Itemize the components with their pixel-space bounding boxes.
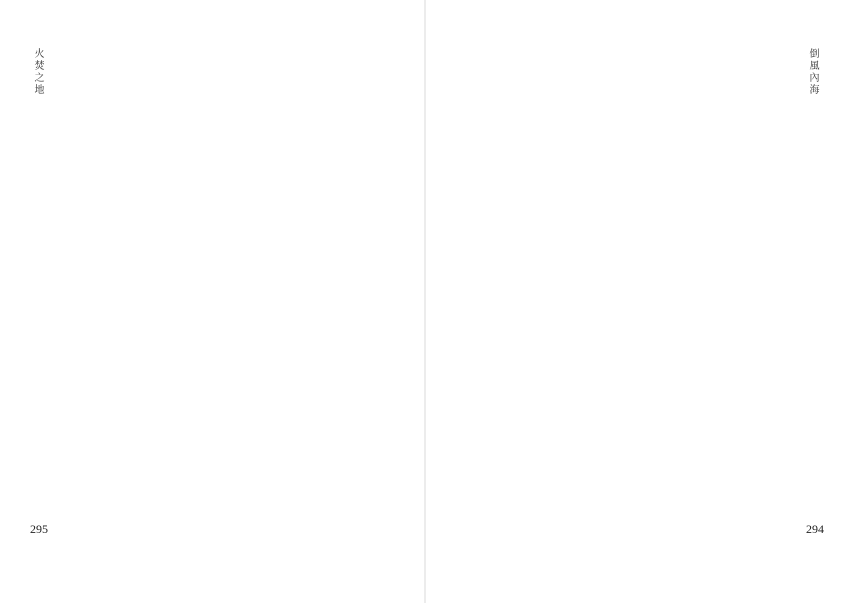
right-text-block xyxy=(473,118,773,498)
left-page-number: 295 xyxy=(30,522,48,536)
left-text-block xyxy=(110,118,380,498)
right-running-head: 倒風內海 xyxy=(807,48,818,96)
right-page xyxy=(425,0,850,603)
left-running-head: 火焚之地 xyxy=(32,48,43,96)
right-page-number: 294 xyxy=(806,522,824,536)
